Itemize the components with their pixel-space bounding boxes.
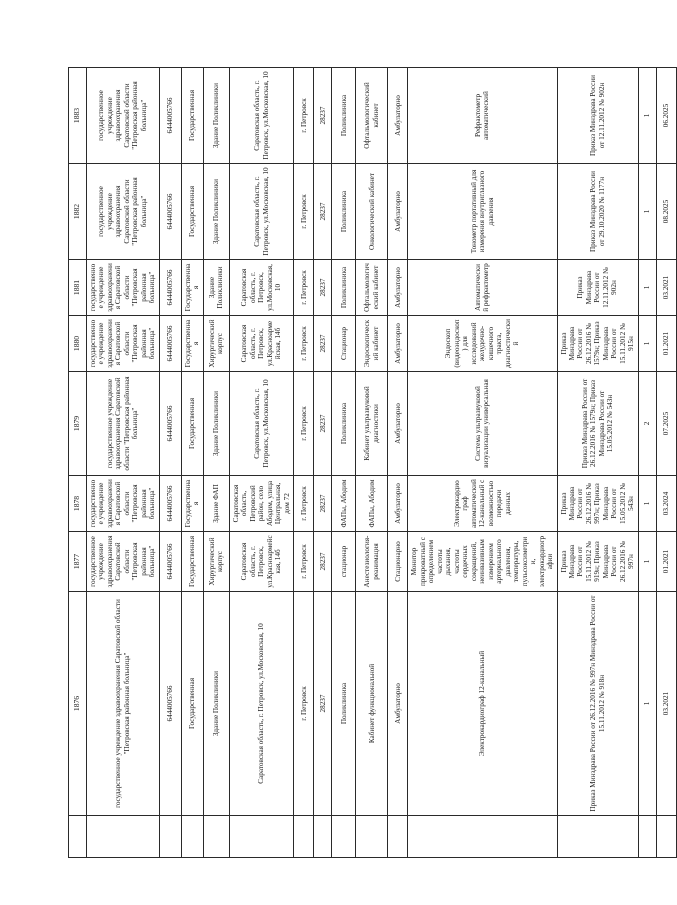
column-number: 1877 (69, 532, 87, 592)
table-cell: Автоматический рефрактометр (408, 260, 557, 316)
table-cell: государственное учреждение здравоохранения Саратовской области "Петровская районная больница" (87, 476, 160, 532)
table-cell: Саратовская область, г. Петровск, ул.Московская, 10 (229, 164, 293, 260)
column-number: 1881 (69, 260, 87, 316)
row-label-cell (203, 816, 229, 858)
table-cell: Саратовская область, г. Петровск, ул.Московская, 10 (229, 260, 293, 316)
row-label-cell (294, 816, 314, 858)
table-cell: г. Петровск (294, 372, 314, 476)
table-cell: Амбулаторно (388, 164, 408, 260)
table-row (356, 68, 388, 858)
column-number: 1880 (69, 316, 87, 372)
column-number: 1876 (69, 592, 87, 816)
table-cell: 1 (638, 592, 656, 816)
table-cell: 06.2025 (656, 68, 676, 164)
table-cell: Здание ФАП (203, 476, 229, 532)
table-cell: Эндоскопический кабинет (356, 316, 388, 372)
table-cell: Кабинет функциональной (356, 592, 388, 816)
table-cell: Приказ Минздрава России от 26.12.2016 № 1579н; Приказ Минздрава России от 15.05.2012 № 543н (557, 372, 638, 476)
table-cell: 1 (638, 316, 656, 372)
table-cell: 6444005766 (159, 164, 181, 260)
row-label-cell (181, 816, 203, 858)
table-cell: Хирургический корпус (203, 316, 229, 372)
table-cell: 6444005766 (159, 68, 181, 164)
table-cell: Анестезиология-реанимация (356, 532, 388, 592)
row-label-cell (87, 816, 160, 858)
table-cell: Поликлиника (332, 68, 356, 164)
table-cell: Государственная (181, 164, 203, 260)
table-cell: 03.2021 (656, 592, 676, 816)
column-number: 1878 (69, 476, 87, 532)
table-cell: 28237 (314, 164, 332, 260)
row-label-cell (388, 816, 408, 858)
table-cell: Государственная (181, 316, 203, 372)
table-cell: Саратовская область, Петровский район, село Абодим, улица Центральная, дом 72 (229, 476, 293, 532)
table-cell: Амбулаторно (388, 592, 408, 816)
table-row (203, 68, 229, 858)
table-row (638, 68, 656, 858)
table-cell: 6444005766 (159, 532, 181, 592)
table-cell: 03.2021 (656, 260, 676, 316)
table-cell: Офтальмологический кабинет (356, 68, 388, 164)
table-cell: Здание Поликлиники (203, 260, 229, 316)
row-label-cell (314, 816, 332, 858)
table-cell: Стационарно (388, 532, 408, 592)
table-cell: 28237 (314, 476, 332, 532)
table-row (557, 68, 638, 858)
column-number: 1879 (69, 372, 87, 476)
table-cell: 6444005766 (159, 476, 181, 532)
table-cell: 1 (638, 260, 656, 316)
table-row (87, 68, 160, 858)
table-cell: 01.2021 (656, 316, 676, 372)
table-row (294, 68, 314, 858)
table-cell: Саратовская область, г. Петровск, ул.Красноармейская, 14б (229, 532, 293, 592)
table-cell: Здание Поликлиники (203, 164, 229, 260)
rotated-table-container (68, 68, 671, 858)
table-cell: Амбулаторно (388, 68, 408, 164)
table-cell: г. Петровск (294, 592, 314, 816)
table-cell: 6444005766 (159, 260, 181, 316)
table-cell: государственное учреждение здравоохранения Саратовской области "Петровская районная больница" (87, 68, 160, 164)
table-cell: Онкологический кабинет (356, 164, 388, 260)
table-cell: Приказ Минздрава России от 15.11.2012 № 919н; Приказ Минздрава России от 26.12.2016 № 997н (557, 532, 638, 592)
table-cell: Поликлиника (332, 372, 356, 476)
table-cell: Амбулаторно (388, 260, 408, 316)
table-cell: Приказ Минздрава России от 12.11.2012 № 902н (557, 260, 638, 316)
table-cell: 28237 (314, 592, 332, 816)
table-cell: Амбулаторно (388, 372, 408, 476)
row-label-cell (229, 816, 293, 858)
table-cell: 2 (638, 372, 656, 476)
table-cell: 28237 (314, 532, 332, 592)
column-number: 1883 (69, 68, 87, 164)
table-cell: г. Петровск (294, 164, 314, 260)
table-cell: 07.2025 (656, 372, 676, 476)
equipment-table (68, 67, 677, 858)
table-cell: 1 (638, 532, 656, 592)
table-cell: 6444005766 (159, 372, 181, 476)
table-cell: Электрокардиограф 12-канальный (408, 592, 557, 816)
table-cell: 1 (638, 164, 656, 260)
table-row (159, 68, 181, 858)
table-cell: Электрокардиограф автоматический 12-канальный с возможностью передачи данных (408, 476, 557, 532)
table-row (229, 68, 293, 858)
table-cell: Офтальмологический кабинет (356, 260, 388, 316)
table-cell: 28237 (314, 68, 332, 164)
row-label-cell (557, 816, 638, 858)
table-cell: 01.2021 (656, 532, 676, 592)
table-cell: Государственная (181, 476, 203, 532)
table-cell: 08.2025 (656, 164, 676, 260)
table-cell: Здание Поликлиники (203, 68, 229, 164)
row-label-cell (638, 816, 656, 858)
table-cell: 6444005766 (159, 316, 181, 372)
table-row (408, 68, 557, 858)
table-cell: г. Петровск (294, 260, 314, 316)
table-cell: 6444005766 (159, 592, 181, 816)
row-label-cell (159, 816, 181, 858)
table-cell: г. Петровск (294, 68, 314, 164)
table-cell: Саратовская область, г. Петровск, ул.Московская, 10 (229, 592, 293, 816)
table-cell: 1 (638, 68, 656, 164)
table-cell: 03.2024 (656, 476, 676, 532)
table-cell: Рефрактометр автоматический (408, 68, 557, 164)
table-cell: Амбулаторно (388, 476, 408, 532)
table-cell: Амбулаторно (388, 316, 408, 372)
table-cell: Саратовская область, г. Петровск, ул.Московская, 10 (229, 372, 293, 476)
table-cell: Приказ Минздрава России от 26.12.2016 № 997н; Приказ Минздрава России от 15.05.2012 № 543н (557, 476, 638, 532)
table-cell: Тонометр портативный для измерения внутриглазного давления (408, 164, 557, 260)
table-cell: 28237 (314, 260, 332, 316)
table-cell: государственное учреждение здравоохранения Саратовской области "Петровская районная больница" (87, 260, 160, 316)
table-cell: Поликлиника (332, 260, 356, 316)
table-cell: государственное учреждение здравоохранения Саратовской области "Петровская районная больница" (87, 592, 160, 816)
row-label-cell (408, 816, 557, 858)
table-row (388, 68, 408, 858)
table-cell: ФАПы, Абодим (332, 476, 356, 532)
table-cell: государственное учреждение здравоохранения Саратовской области "Петровская районная больница" (87, 532, 160, 592)
row-label-cell (656, 816, 676, 858)
table-cell: 1 (638, 476, 656, 532)
table-cell: Здание Поликлиники (203, 372, 229, 476)
header-row (69, 68, 87, 858)
table-cell: Государственная (181, 372, 203, 476)
corner-cell (69, 816, 87, 858)
table-cell: Здание Поликлиники (203, 592, 229, 816)
table-cell: Приказ Минздрава России от 26.12.2016 № 1579н; Приказ Минздрава России от 15.11.2012 № 915н (557, 316, 638, 372)
table-cell: Государственная (181, 260, 203, 316)
table-cell: Государственная (181, 592, 203, 816)
table-cell: Поликлиника (332, 164, 356, 260)
table-cell: Хирургический корпус (203, 532, 229, 592)
table-cell: Эндоскоп (видеоэндоскоп) для исследований желудочно-кишечного тракта, диагностический (408, 316, 557, 372)
row-label-cell (332, 816, 356, 858)
table-row (181, 68, 203, 858)
table-cell: Приказ Минздрава России от 29.10.2020 № 1177н (557, 164, 638, 260)
table-cell: Саратовская область, г. Петровск, ул.Московская, 10 (229, 68, 293, 164)
table-cell: Приказ Минздрава России от 12.11.2012 № 902н (557, 68, 638, 164)
table-cell: Государственная (181, 532, 203, 592)
table-cell: Государственная (181, 68, 203, 164)
table-cell: Поликлиника (332, 592, 356, 816)
table-cell: Монитор прикроватный с определением частоты дыхания, частоты сердечных сокращений, неинвазивным измерением артериального давления, температуры, пульсоксиметрии, электрокардиографии (408, 532, 557, 592)
table-cell: Приказ Минздрава России от 26.12.2016 № 997н Минздрава России от 15.11.2012 № 918н (557, 592, 638, 816)
table-cell: г. Петровск (294, 316, 314, 372)
table-cell: государственное учреждение здравоохранения Саратовской области "Петровская районная больница" (87, 164, 160, 260)
table-cell: Кабинет ультразвуковой диагностики (356, 372, 388, 476)
column-number: 1882 (69, 164, 87, 260)
table-cell: г. Петровск (294, 532, 314, 592)
table-cell: Саратовская область, г. Петровск, ул.Красноармейская, 14б (229, 316, 293, 372)
table-cell: 28237 (314, 316, 332, 372)
table-cell: Стационар (332, 316, 356, 372)
table-cell: государственное учреждение здравоохранения Саратовской области "Петровская районная больница" (87, 372, 160, 476)
table-row (314, 68, 332, 858)
table-cell: 28237 (314, 372, 332, 476)
row-label-cell (356, 816, 388, 858)
table-cell: Система ультразвуковой визуализации универсальная (408, 372, 557, 476)
table-cell: стационар (332, 532, 356, 592)
table-cell: государственное учреждение здравоохранения Саратовской области "Петровская районная больница" (87, 316, 160, 372)
table-cell: ФАПы, Абодим (356, 476, 388, 532)
table-cell: г. Петровск (294, 476, 314, 532)
table-row (332, 68, 356, 858)
table-row (656, 68, 676, 858)
